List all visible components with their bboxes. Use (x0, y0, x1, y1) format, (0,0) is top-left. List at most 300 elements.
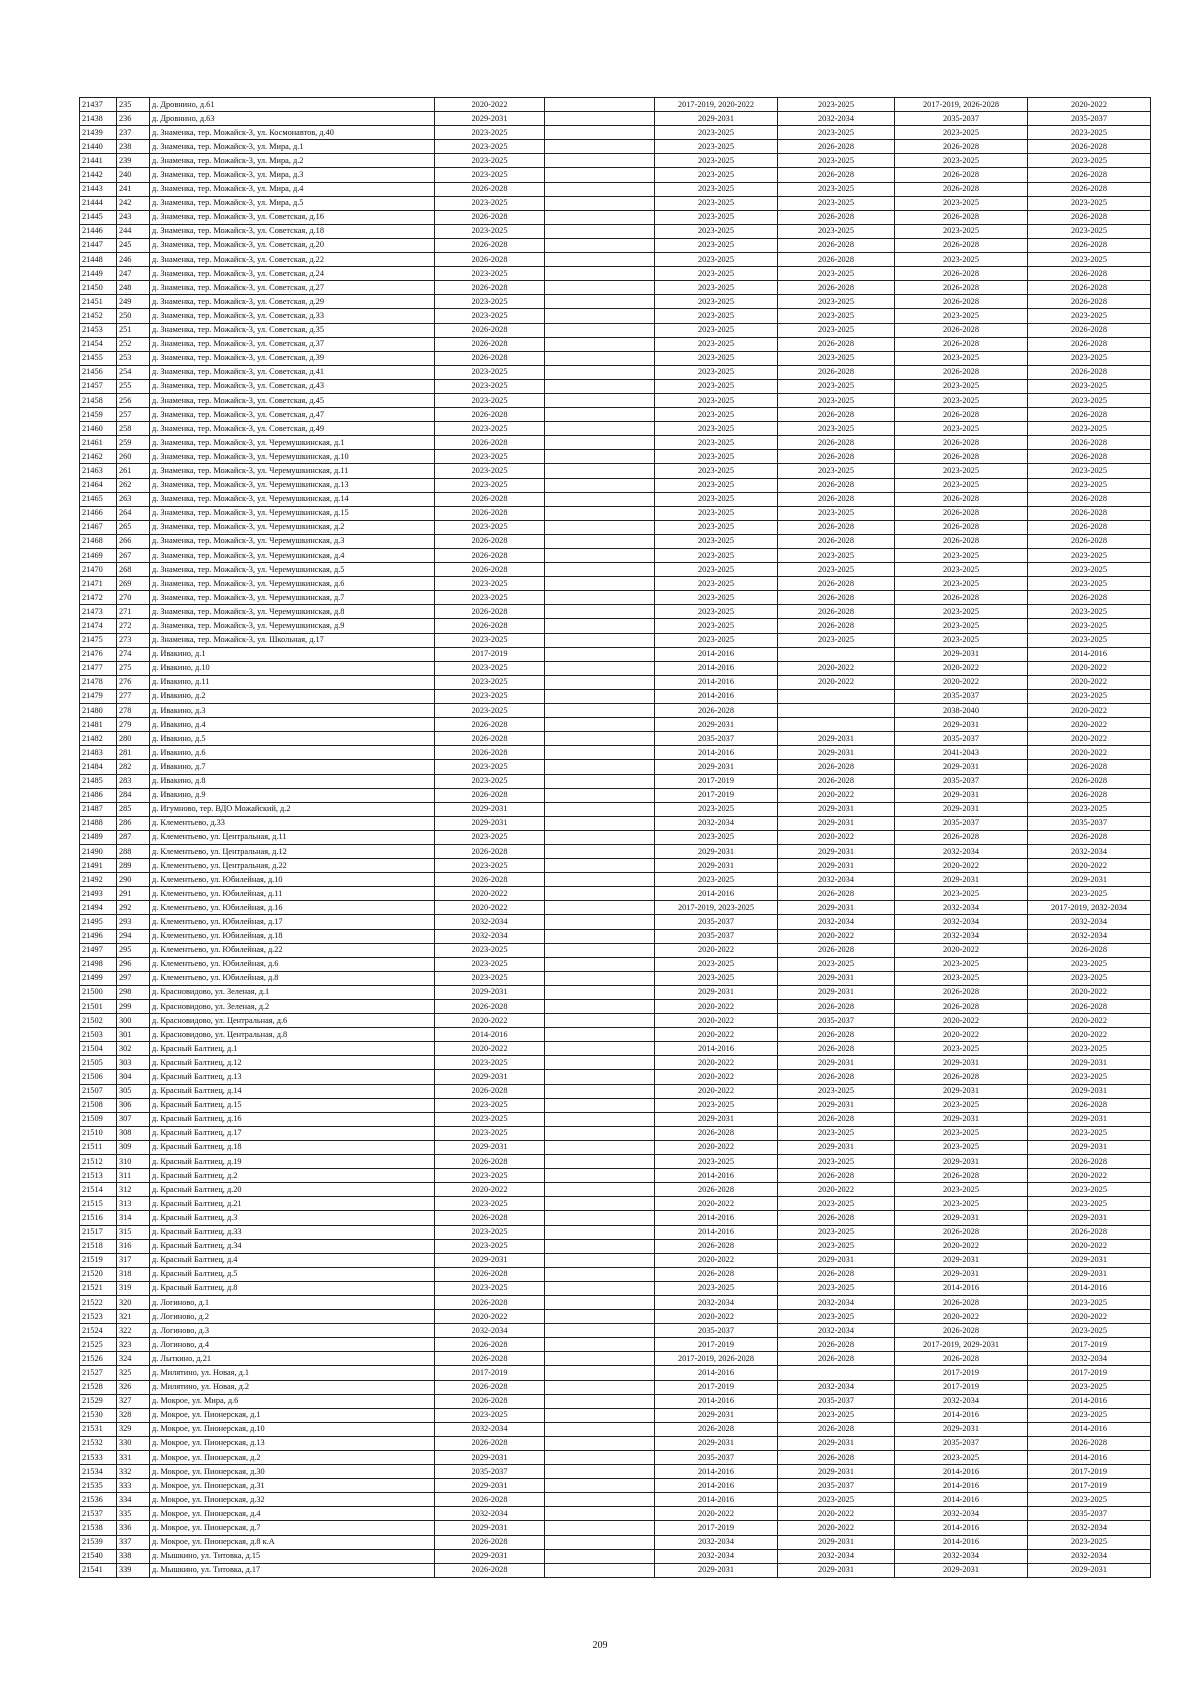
cell-item-number: 323 (117, 1338, 150, 1352)
cell-period-3: 2026-2028 (778, 1112, 895, 1126)
cell-period-4: 2026-2028 (895, 295, 1028, 309)
cell-period-2: 2023-2025 (655, 168, 778, 182)
cell-period-5: 2017-2019 (1028, 1366, 1151, 1380)
cell-period-1: 2026-2028 (435, 534, 545, 548)
cell-period-3: 2026-2028 (778, 1211, 895, 1225)
table-row (80, 478, 1151, 492)
cell-row-id: 21437 (80, 98, 117, 112)
cell-period-5: 2026-2028 (1028, 830, 1151, 844)
cell-period-2: 2023-2025 (655, 182, 778, 196)
cell-item-number: 333 (117, 1479, 150, 1493)
table-row (80, 1352, 1151, 1366)
cell-period-2: 2023-2025 (655, 577, 778, 591)
cell-period-5: 2023-2025 (1028, 1126, 1151, 1140)
cell-address: д. Клементьево, ул. Центральная, д.12 (150, 844, 435, 858)
cell-period-4: 2026-2028 (895, 1225, 1028, 1239)
cell-period-1: 2026-2028 (435, 605, 545, 619)
cell-row-id: 21462 (80, 450, 117, 464)
cell-address: д. Знаменка, тер. Можайск-3, ул. Мира, д.2 (150, 154, 435, 168)
cell-period-2: 2023-2025 (655, 379, 778, 393)
cell-blank-column (545, 1239, 655, 1253)
cell-period-1: 2029-2031 (435, 1479, 545, 1493)
cell-blank-column (545, 1563, 655, 1577)
cell-period-3: 2029-2031 (778, 971, 895, 985)
cell-period-2: 2023-2025 (655, 478, 778, 492)
cell-period-5: 2029-2031 (1028, 1253, 1151, 1267)
cell-period-2: 2029-2031 (655, 1408, 778, 1422)
cell-period-1: 2020-2022 (435, 1183, 545, 1197)
cell-address: д. Красный Балтиец, д.18 (150, 1140, 435, 1154)
cell-blank-column (545, 859, 655, 873)
cell-period-3: 2023-2025 (778, 182, 895, 196)
cell-item-number: 254 (117, 365, 150, 379)
cell-period-1: 2026-2028 (435, 1338, 545, 1352)
cell-row-id: 21484 (80, 760, 117, 774)
cell-blank-column (545, 1084, 655, 1098)
cell-period-5: 2023-2025 (1028, 1324, 1151, 1338)
cell-row-id: 21527 (80, 1366, 117, 1380)
cell-address: д. Красный Балтиец, д.19 (150, 1155, 435, 1169)
cell-period-1: 2035-2037 (435, 1465, 545, 1479)
cell-period-4: 2026-2028 (895, 323, 1028, 337)
cell-period-2: 2017-2019 (655, 1338, 778, 1352)
table-row (80, 647, 1151, 661)
table-row (80, 859, 1151, 873)
cell-period-1: 2020-2022 (435, 887, 545, 901)
cell-address: д. Знаменка, тер. Можайск-3, ул. Черемушкинская, д.5 (150, 563, 435, 577)
cell-address: д. Красный Балтиец, д.16 (150, 1112, 435, 1126)
cell-row-id: 21532 (80, 1436, 117, 1450)
cell-row-id: 21441 (80, 154, 117, 168)
cell-period-4: 2017-2019, 2029-2031 (895, 1338, 1028, 1352)
cell-period-2: 2029-2031 (655, 985, 778, 999)
cell-period-1: 2032-2034 (435, 1324, 545, 1338)
cell-blank-column (545, 901, 655, 915)
cell-period-4: 2035-2037 (895, 774, 1028, 788)
cell-period-4: 2029-2031 (895, 1056, 1028, 1070)
cell-period-2: 2023-2025 (655, 253, 778, 267)
cell-period-3: 2023-2025 (778, 506, 895, 520)
cell-period-1: 2023-2025 (435, 450, 545, 464)
cell-period-4: 2026-2028 (895, 436, 1028, 450)
table-row (80, 1366, 1151, 1380)
cell-period-4: 2023-2025 (895, 1140, 1028, 1154)
cell-period-2: 2023-2025 (655, 563, 778, 577)
cell-period-2: 2014-2016 (655, 1169, 778, 1183)
cell-item-number: 260 (117, 450, 150, 464)
cell-period-2: 2014-2016 (655, 1042, 778, 1056)
cell-address: д. Знаменка, тер. Можайск-3, ул. Советская, д.16 (150, 210, 435, 224)
cell-item-number: 334 (117, 1493, 150, 1507)
cell-period-2: 2017-2019 (655, 1380, 778, 1394)
cell-item-number: 262 (117, 478, 150, 492)
cell-blank-column (545, 1479, 655, 1493)
table-row (80, 1563, 1151, 1577)
cell-row-id: 21451 (80, 295, 117, 309)
cell-item-number: 272 (117, 619, 150, 633)
cell-period-2: 2029-2031 (655, 1563, 778, 1577)
cell-period-5: 2023-2025 (1028, 563, 1151, 577)
cell-period-2: 2023-2025 (655, 633, 778, 647)
table-row (80, 1310, 1151, 1324)
cell-address: д. Знаменка, тер. Можайск-3, ул. Мира, д.1 (150, 140, 435, 154)
cell-item-number: 299 (117, 1000, 150, 1014)
cell-period-5: 2026-2028 (1028, 238, 1151, 252)
cell-item-number: 313 (117, 1197, 150, 1211)
cell-period-2: 2023-2025 (655, 281, 778, 295)
cell-blank-column (545, 1521, 655, 1535)
cell-period-4: 2023-2025 (895, 1126, 1028, 1140)
cell-period-5: 2026-2028 (1028, 337, 1151, 351)
cell-period-2: 2023-2025 (655, 1155, 778, 1169)
cell-period-3: 2023-2025 (778, 1197, 895, 1211)
table-row (80, 1521, 1151, 1535)
cell-blank-column (545, 830, 655, 844)
cell-period-1: 2023-2025 (435, 971, 545, 985)
cell-blank-column (545, 253, 655, 267)
cell-item-number: 249 (117, 295, 150, 309)
cell-item-number: 297 (117, 971, 150, 985)
cell-blank-column (545, 365, 655, 379)
table-row (80, 1507, 1151, 1521)
cell-period-2: 2020-2022 (655, 1197, 778, 1211)
cell-period-1: 2023-2025 (435, 760, 545, 774)
cell-row-id: 21464 (80, 478, 117, 492)
cell-item-number: 327 (117, 1394, 150, 1408)
cell-period-2: 2023-2025 (655, 971, 778, 985)
cell-period-2: 2026-2028 (655, 1183, 778, 1197)
table-row (80, 351, 1151, 365)
cell-period-3: 2026-2028 (778, 436, 895, 450)
cell-period-2: 2035-2037 (655, 1451, 778, 1465)
cell-period-4: 2026-2028 (895, 506, 1028, 520)
cell-address: д. Знаменка, тер. Можайск-3, ул. Черемушкинская, д.1 (150, 436, 435, 450)
cell-period-3: 2032-2034 (778, 112, 895, 126)
cell-period-1: 2026-2028 (435, 492, 545, 506)
cell-row-id: 21491 (80, 859, 117, 873)
cell-blank-column (545, 1422, 655, 1436)
cell-row-id: 21476 (80, 647, 117, 661)
cell-row-id: 21467 (80, 520, 117, 534)
cell-item-number: 294 (117, 929, 150, 943)
cell-item-number: 269 (117, 577, 150, 591)
cell-item-number: 261 (117, 464, 150, 478)
cell-period-4: 2032-2034 (895, 901, 1028, 915)
cell-period-4: 2029-2031 (895, 647, 1028, 661)
cell-period-5: 2014-2016 (1028, 1422, 1151, 1436)
cell-period-5: 2032-2034 (1028, 844, 1151, 858)
cell-period-2: 2014-2016 (655, 746, 778, 760)
cell-period-3: 2026-2028 (778, 577, 895, 591)
cell-item-number: 339 (117, 1563, 150, 1577)
cell-period-4: 2026-2028 (895, 1169, 1028, 1183)
table-row (80, 929, 1151, 943)
cell-period-5: 2017-2019, 2032-2034 (1028, 901, 1151, 915)
cell-period-4: 2035-2037 (895, 1436, 1028, 1450)
cell-period-5: 2026-2028 (1028, 210, 1151, 224)
cell-period-4: 2029-2031 (895, 1155, 1028, 1169)
cell-address: д. Знаменка, тер. Можайск-3, ул. Советская, д.18 (150, 224, 435, 238)
table-row (80, 1239, 1151, 1253)
cell-row-id: 21489 (80, 830, 117, 844)
cell-row-id: 21540 (80, 1549, 117, 1563)
cell-row-id: 21516 (80, 1211, 117, 1225)
cell-period-3: 2023-2025 (778, 379, 895, 393)
cell-row-id: 21521 (80, 1281, 117, 1295)
cell-address: д. Знаменка, тер. Можайск-3, ул. Советская, д.41 (150, 365, 435, 379)
cell-period-1: 2026-2028 (435, 549, 545, 563)
cell-address: д. Знаменка, тер. Можайск-3, ул. Советская, д.39 (150, 351, 435, 365)
cell-row-id: 21444 (80, 196, 117, 210)
cell-row-id: 21488 (80, 816, 117, 830)
cell-row-id: 21514 (80, 1183, 117, 1197)
cell-period-4: 2023-2025 (895, 605, 1028, 619)
cell-period-3: 2023-2025 (778, 1493, 895, 1507)
table-row (80, 760, 1151, 774)
cell-period-2: 2017-2019, 2026-2028 (655, 1352, 778, 1366)
cell-address: д. Знаменка, тер. Можайск-3, ул. Советская, д.27 (150, 281, 435, 295)
table-row (80, 1112, 1151, 1126)
cell-period-3: 2029-2031 (778, 1098, 895, 1112)
cell-period-4: 2014-2016 (895, 1479, 1028, 1493)
cell-address: д. Логиново, д.2 (150, 1310, 435, 1324)
cell-period-2: 2023-2025 (655, 619, 778, 633)
cell-period-2: 2029-2031 (655, 718, 778, 732)
cell-period-2: 2014-2016 (655, 1479, 778, 1493)
cell-period-5: 2026-2028 (1028, 943, 1151, 957)
cell-period-4: 2029-2031 (895, 802, 1028, 816)
cell-item-number: 310 (117, 1155, 150, 1169)
cell-blank-column (545, 675, 655, 689)
cell-period-2: 2014-2016 (655, 1225, 778, 1239)
cell-item-number: 319 (117, 1281, 150, 1295)
cell-item-number: 279 (117, 718, 150, 732)
cell-item-number: 248 (117, 281, 150, 295)
cell-period-1: 2023-2025 (435, 1169, 545, 1183)
cell-period-2: 2023-2025 (655, 506, 778, 520)
cell-period-3: 2023-2025 (778, 957, 895, 971)
cell-address: д. Знаменка, тер. Можайск-3, ул. Школьная, д.17 (150, 633, 435, 647)
cell-period-5: 2014-2016 (1028, 1451, 1151, 1465)
cell-blank-column (545, 873, 655, 887)
cell-period-3: 2026-2028 (778, 210, 895, 224)
table-row (80, 1028, 1151, 1042)
cell-period-2: 2020-2022 (655, 1140, 778, 1154)
cell-row-id: 21535 (80, 1479, 117, 1493)
cell-period-4: 2020-2022 (895, 1310, 1028, 1324)
cell-address: д. Красный Балтиец, д.8 (150, 1281, 435, 1295)
cell-address: д. Милятино, ул. Новая, д.1 (150, 1366, 435, 1380)
cell-address: д. Клементьево, ул. Юбилейная, д.16 (150, 901, 435, 915)
table-row (80, 1140, 1151, 1154)
cell-blank-column (545, 450, 655, 464)
cell-period-1: 2023-2025 (435, 1197, 545, 1211)
cell-address: д. Клементьево, ул. Юбилейная, д.11 (150, 887, 435, 901)
cell-row-id: 21482 (80, 732, 117, 746)
cell-period-4: 2026-2028 (895, 408, 1028, 422)
cell-period-1: 2023-2025 (435, 661, 545, 675)
cell-period-1: 2023-2025 (435, 689, 545, 703)
table-row (80, 154, 1151, 168)
cell-period-5: 2023-2025 (1028, 478, 1151, 492)
cell-item-number: 304 (117, 1070, 150, 1084)
cell-row-id: 21479 (80, 689, 117, 703)
table-row (80, 901, 1151, 915)
cell-blank-column (545, 802, 655, 816)
cell-period-1: 2023-2025 (435, 196, 545, 210)
cell-period-2: 2014-2016 (655, 1394, 778, 1408)
cell-period-2: 2017-2019, 2023-2025 (655, 901, 778, 915)
cell-blank-column (545, 436, 655, 450)
cell-period-3: 2023-2025 (778, 1155, 895, 1169)
cell-item-number: 283 (117, 774, 150, 788)
cell-period-3: 2032-2034 (778, 1295, 895, 1309)
cell-row-id: 21480 (80, 704, 117, 718)
cell-blank-column (545, 534, 655, 548)
cell-address: д. Знаменка, тер. Можайск-3, ул. Советская, д.24 (150, 267, 435, 281)
cell-period-3: 2023-2025 (778, 126, 895, 140)
table-row (80, 802, 1151, 816)
cell-period-3: 2026-2028 (778, 238, 895, 252)
cell-row-id: 21522 (80, 1295, 117, 1309)
cell-period-5: 2023-2025 (1028, 422, 1151, 436)
cell-period-5: 2020-2022 (1028, 98, 1151, 112)
cell-blank-column (545, 154, 655, 168)
cell-address: д. Знаменка, тер. Можайск-3, ул. Черемушкинская, д.4 (150, 549, 435, 563)
cell-period-4: 2023-2025 (895, 224, 1028, 238)
cell-period-4: 2032-2034 (895, 1507, 1028, 1521)
cell-period-3: 2023-2025 (778, 549, 895, 563)
cell-item-number: 274 (117, 647, 150, 661)
cell-period-4: 2023-2025 (895, 253, 1028, 267)
cell-period-2: 2023-2025 (655, 534, 778, 548)
cell-item-number: 295 (117, 943, 150, 957)
cell-period-5: 2017-2019 (1028, 1338, 1151, 1352)
table-row (80, 1451, 1151, 1465)
table-row (80, 957, 1151, 971)
cell-period-5: 2029-2031 (1028, 1084, 1151, 1098)
cell-item-number: 298 (117, 985, 150, 999)
cell-period-3: 2029-2031 (778, 816, 895, 830)
cell-period-3: 2026-2028 (778, 591, 895, 605)
cell-period-1: 2023-2025 (435, 126, 545, 140)
cell-period-2: 2014-2016 (655, 647, 778, 661)
table-row (80, 971, 1151, 985)
cell-period-2: 2023-2025 (655, 436, 778, 450)
cell-row-id: 21447 (80, 238, 117, 252)
cell-row-id: 21469 (80, 549, 117, 563)
cell-period-3: 2026-2028 (778, 478, 895, 492)
cell-period-3: 2035-2037 (778, 1394, 895, 1408)
cell-item-number: 258 (117, 422, 150, 436)
cell-period-4: 2035-2037 (895, 689, 1028, 703)
cell-period-3: 2023-2025 (778, 267, 895, 281)
cell-address: д. Знаменка, тер. Можайск-3, ул. Черемушкинская, д.10 (150, 450, 435, 464)
cell-item-number: 328 (117, 1408, 150, 1422)
cell-period-2: 2026-2028 (655, 1239, 778, 1253)
cell-period-4: 2014-2016 (895, 1465, 1028, 1479)
cell-period-1: 2026-2028 (435, 619, 545, 633)
cell-item-number: 270 (117, 591, 150, 605)
cell-period-4: 2023-2025 (895, 887, 1028, 901)
cell-period-1: 2023-2025 (435, 1281, 545, 1295)
cell-period-2: 2023-2025 (655, 464, 778, 478)
cell-row-id: 21463 (80, 464, 117, 478)
cell-item-number: 311 (117, 1169, 150, 1183)
table-row (80, 393, 1151, 407)
cell-period-1: 2026-2028 (435, 1535, 545, 1549)
cell-blank-column (545, 337, 655, 351)
cell-row-id: 21474 (80, 619, 117, 633)
cell-period-3: 2023-2025 (778, 1084, 895, 1098)
cell-item-number: 246 (117, 253, 150, 267)
cell-address: д. Знаменка, тер. Можайск-3, ул. Черемушкинская, д.13 (150, 478, 435, 492)
schedule-sheet (79, 97, 1129, 1578)
cell-row-id: 21538 (80, 1521, 117, 1535)
cell-period-3: 2026-2028 (778, 774, 895, 788)
cell-period-2: 2023-2025 (655, 1281, 778, 1295)
cell-blank-column (545, 647, 655, 661)
table-row (80, 309, 1151, 323)
cell-period-3: 2029-2031 (778, 1465, 895, 1479)
cell-period-5: 2026-2028 (1028, 267, 1151, 281)
cell-blank-column (545, 422, 655, 436)
cell-row-id: 21487 (80, 802, 117, 816)
cell-period-1: 2029-2031 (435, 1140, 545, 1154)
cell-period-3: 2023-2025 (778, 224, 895, 238)
cell-period-5: 2032-2034 (1028, 929, 1151, 943)
cell-period-5: 2020-2022 (1028, 675, 1151, 689)
cell-blank-column (545, 943, 655, 957)
cell-address: д. Клементьево, ул. Центральная, д.22 (150, 859, 435, 873)
cell-period-4: 2023-2025 (895, 126, 1028, 140)
cell-period-5: 2026-2028 (1028, 506, 1151, 520)
cell-row-id: 21461 (80, 436, 117, 450)
cell-period-2: 2035-2037 (655, 929, 778, 943)
cell-item-number: 336 (117, 1521, 150, 1535)
table-row (80, 1000, 1151, 1014)
cell-period-3: 2026-2028 (778, 337, 895, 351)
table-row (80, 1422, 1151, 1436)
cell-item-number: 280 (117, 732, 150, 746)
table-row (80, 464, 1151, 478)
cell-period-1: 2026-2028 (435, 1352, 545, 1366)
cell-blank-column (545, 1436, 655, 1450)
cell-address: д. Знаменка, тер. Можайск-3, ул. Мира, д.5 (150, 196, 435, 210)
cell-period-5: 2026-2028 (1028, 788, 1151, 802)
cell-item-number: 289 (117, 859, 150, 873)
cell-period-4: 2020-2022 (895, 1028, 1028, 1042)
cell-item-number: 330 (117, 1436, 150, 1450)
table-row (80, 379, 1151, 393)
table-row (80, 196, 1151, 210)
cell-row-id: 21477 (80, 661, 117, 675)
cell-blank-column (545, 492, 655, 506)
cell-item-number: 324 (117, 1352, 150, 1366)
cell-period-4: 2026-2028 (895, 140, 1028, 154)
cell-period-2: 2017-2019, 2020-2022 (655, 98, 778, 112)
cell-period-5: 2026-2028 (1028, 591, 1151, 605)
cell-period-4: 2023-2025 (895, 619, 1028, 633)
cell-period-5: 2026-2028 (1028, 534, 1151, 548)
cell-period-5: 2020-2022 (1028, 1028, 1151, 1042)
table-row (80, 436, 1151, 450)
cell-period-5: 2026-2028 (1028, 408, 1151, 422)
cell-row-id: 21478 (80, 675, 117, 689)
cell-period-4: 2026-2028 (895, 985, 1028, 999)
cell-period-3: 2029-2031 (778, 1535, 895, 1549)
cell-period-1: 2026-2028 (435, 408, 545, 422)
